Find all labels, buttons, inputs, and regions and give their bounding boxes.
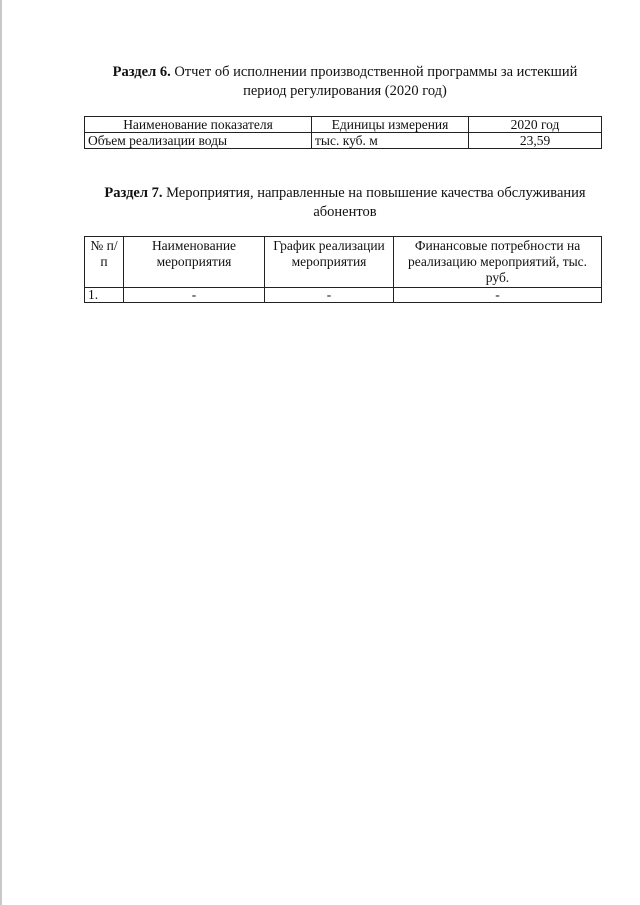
table-header-row — [85, 237, 602, 288]
col-header-finance: Финансовые потребности на реализацию мероприятий, тыс. руб. — [394, 237, 602, 288]
col-header-year: 2020 год — [469, 117, 602, 133]
section6-heading — [90, 63, 600, 101]
section7-heading-text: Мероприятия, направленные на повышение качества обслуживания абонентов — [166, 185, 586, 220]
section6-heading-text: Отчет об исполнении производственной программы за истекший период регулирования (2020 год) — [174, 64, 578, 99]
col-header-measure-name: Наименование мероприятия — [124, 237, 265, 288]
table-row — [85, 288, 602, 303]
cell-unit: тыс. куб. м — [312, 133, 469, 149]
section7-heading-bold: Раздел 7. — [104, 185, 163, 201]
col-header-indicator: Наименование показателя — [85, 117, 312, 133]
cell-measure-name: - — [124, 288, 265, 303]
table-row — [85, 133, 602, 149]
section7-heading — [90, 184, 600, 222]
col-header-unit: Единицы измерения — [312, 117, 469, 133]
section6-table — [84, 116, 602, 149]
cell-finance: - — [394, 288, 602, 303]
table-header-row — [85, 117, 602, 133]
cell-schedule: - — [265, 288, 394, 303]
col-header-schedule: График реализации мероприятия — [265, 237, 394, 288]
cell-number: 1. — [85, 288, 124, 303]
section7-table — [84, 236, 602, 303]
section6-heading-bold: Раздел 6. — [112, 64, 171, 80]
cell-indicator-name: Объем реализации воды — [85, 133, 312, 149]
col-header-number: № п/п — [85, 237, 124, 288]
scan-edge — [0, 0, 2, 905]
cell-value: 23,59 — [469, 133, 602, 149]
